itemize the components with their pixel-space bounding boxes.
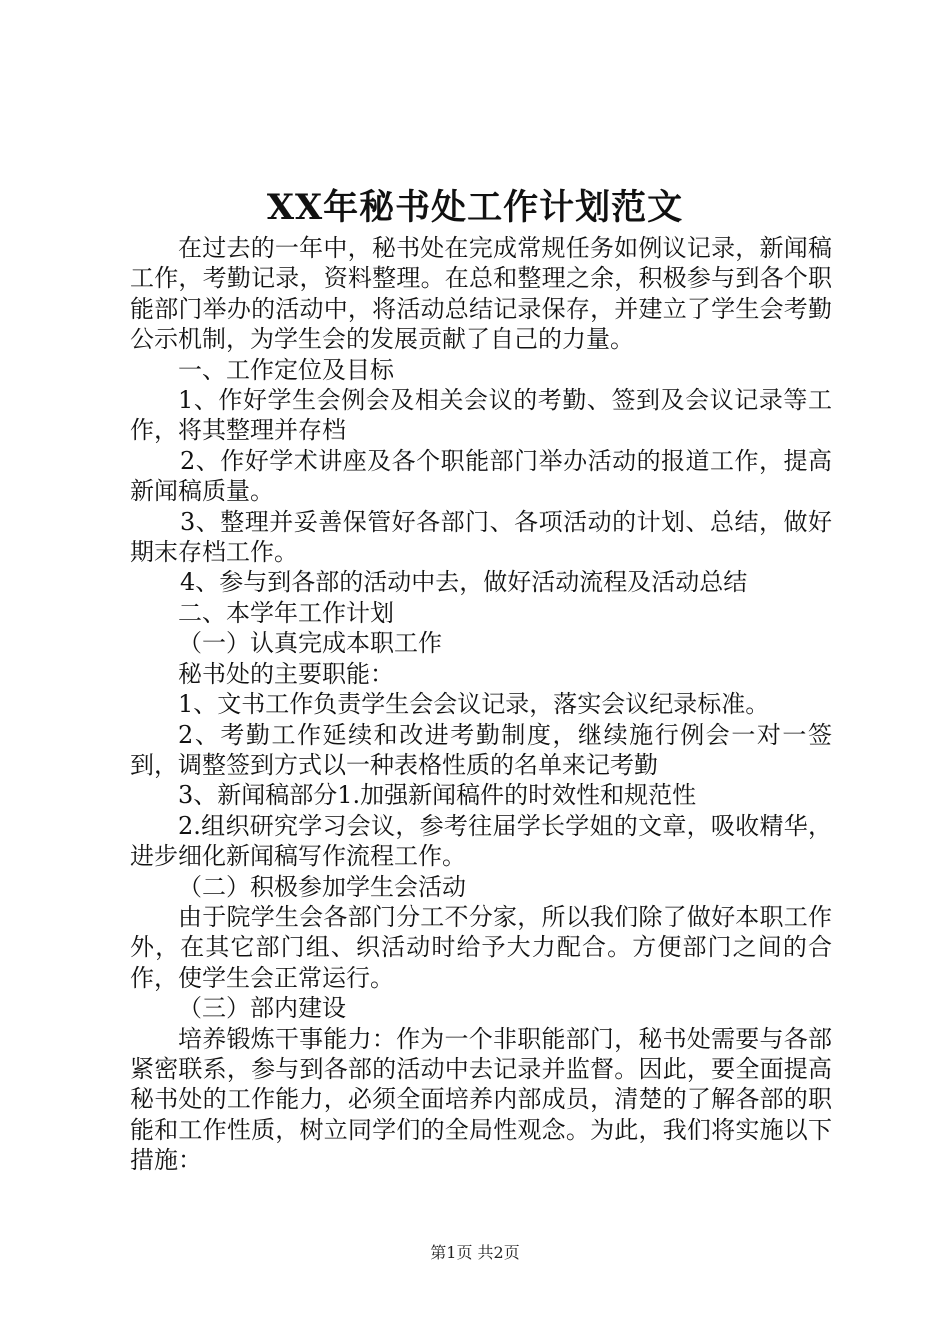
list-item-duty-3-2: 2.组织研究学习会议，参考往届学长学姐的文章，吸收精华，进步细化新闻稿写作流程工作。	[130, 811, 832, 871]
subheading-3: （三）部内建设	[178, 994, 346, 1023]
list-item-goal-4: 4、参与到各部的活动中去，做好活动流程及活动总结	[180, 568, 748, 597]
subheading-1: （一）认真完成本职工作	[178, 629, 442, 658]
list-item-goal-3: 3、整理并妥善保管好各部门、各项活动的计划、总结，做好期末存档工作。	[130, 507, 832, 567]
document-body	[130, 233, 832, 1176]
paragraph-functions-label: 秘书处的主要职能：	[178, 659, 394, 688]
subheading-2: （二）积极参加学生会活动	[178, 872, 466, 901]
list-item-goal-2: 2、作好学术讲座及各个职能部门举办活动的报道工作，提高新闻稿质量。	[130, 446, 832, 506]
paragraph-intro: 在过去的一年中，秘书处在完成常规任务如例议记录，新闻稿工作，考勤记录，资料整理。在总和整理之余，积极参与到各个职能部门举办的活动中，将活动总结记录保存，并建立了学生会考勤公示机制，为学生会的发展贡献了自己的力量。	[130, 234, 832, 354]
list-item-goal-1: 1、作好学生会例会及相关会议的考勤、签到及会议记录等工作，将其整理并存档	[130, 386, 832, 445]
document-title: XX年秘书处工作计划范文	[266, 187, 684, 228]
paragraph-internal-building: 培养锻炼干事能力：作为一个非职能部门，秘书处需要与各部紧密联系，参与到各部的活动中去记录并监督。因此，要全面提高秘书处的工作能力，必须全面培养内部成员，清楚的了解各部的职能和工作性质，树立同学们的全局性观念。为此，我们将实施以下措施：	[130, 1024, 832, 1175]
paragraph-activities: 由于院学生会各部门分工不分家，所以我们除了做好本职工作外，在其它部门组、织活动时给予大力配合。方便部门之间的合作，使学生会正常运行。	[130, 902, 832, 992]
list-item-duty-3: 3、新闻稿部分1.加强新闻稿件的时效性和规范性	[178, 781, 697, 810]
list-item-duty-2: 2、考勤工作延续和改进考勤制度，继续施行例会一对一签到，调整签到方式以一种表格性质的名单来记考勤	[130, 720, 832, 779]
list-item-duty-1: 1、文书工作负责学生会会议记录，落实会议纪录标准。	[178, 690, 770, 719]
heading-section-2: 二、本学年工作计划	[178, 598, 394, 627]
heading-section-1: 一、工作定位及目标	[178, 355, 394, 384]
page-footer: 第1页 共2页	[430, 1243, 520, 1262]
